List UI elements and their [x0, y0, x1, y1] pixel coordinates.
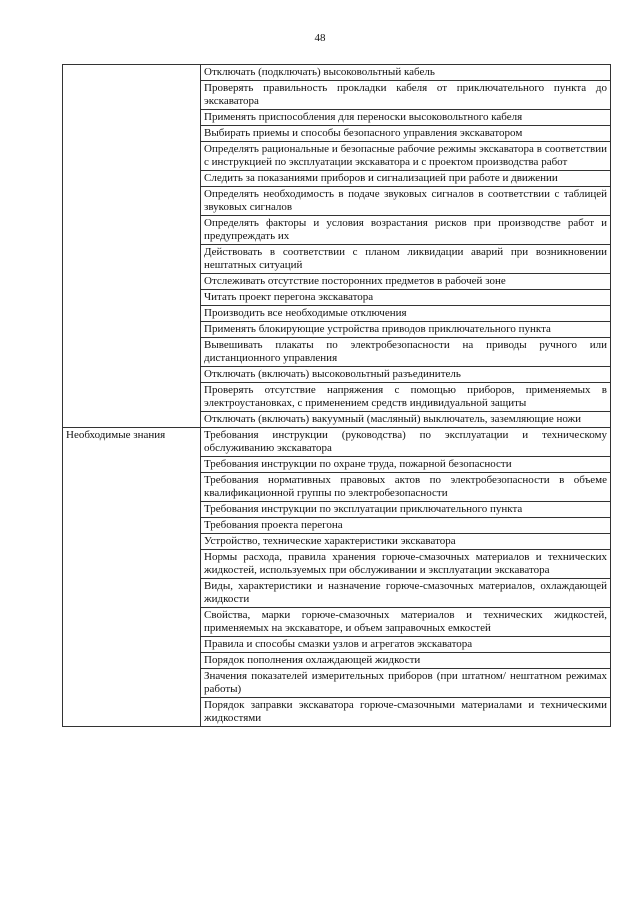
requirement-item: Отключать (включать) высоковольтный разъединитель — [201, 367, 611, 383]
requirement-item: Выбирать приемы и способы безопасного управления экскаватором — [201, 126, 611, 142]
requirement-item: Требования инструкции (руководства) по эксплуатации и техническому обслуживанию экскаватора — [201, 428, 611, 457]
requirement-item: Определять факторы и условия возрастания рисков при производстве работ и предупреждать их — [201, 216, 611, 245]
requirement-item: Проверять отсутствие напряжения с помощью приборов, применяемых в электроустановках, с применением средств индивидуальной защиты — [201, 383, 611, 412]
requirements-table — [62, 64, 611, 727]
requirement-item: Виды, характеристики и назначение горюче-смазочных материалов, охлаждающей жидкости — [201, 579, 611, 608]
requirement-item: Отключать (включать) вакуумный (масляный) выключатель, заземляющие ножи — [201, 412, 611, 428]
table-row — [63, 428, 611, 457]
table-row — [63, 65, 611, 81]
section-label — [63, 65, 201, 428]
requirement-item: Значения показателей измерительных приборов (при штатном/ нештатном режимах работы) — [201, 669, 611, 698]
requirement-item: Читать проект перегона экскаватора — [201, 290, 611, 306]
requirement-item: Порядок заправки экскаватора горюче-смазочными материалами и техническими жидкостями — [201, 698, 611, 727]
requirement-item: Требования инструкции по эксплуатации приключательного пункта — [201, 502, 611, 518]
requirement-item: Нормы расхода, правила хранения горюче-смазочных материалов и технических жидкостей, используемых при обслуживании и эксплуатации экскаватора — [201, 550, 611, 579]
requirement-item: Требования проекта перегона — [201, 518, 611, 534]
requirement-item: Действовать в соответствии с планом ликвидации аварий при возникновении нештатных ситуаций — [201, 245, 611, 274]
requirement-item: Требования нормативных правовых актов по электробезопасности в объеме квалификационной группы по электробезопасности — [201, 473, 611, 502]
requirement-item: Применять приспособления для переноски высоковольтного кабеля — [201, 110, 611, 126]
requirement-item: Отключать (подключать) высоковольтный кабель — [201, 65, 611, 81]
requirement-item: Определять необходимость в подаче звуковых сигналов в соответствии с таблицей звуковых сигналов — [201, 187, 611, 216]
requirement-item: Определять рациональные и безопасные рабочие режимы экскаватора в соответствии с инструкцией по эксплуатации экскаватора и с проектом производства работ — [201, 142, 611, 171]
section-label: Необходимые знания — [63, 428, 201, 727]
requirement-item: Вывешивать плакаты по электробезопасности на приводы ручного или дистанционного управления — [201, 338, 611, 367]
requirement-item: Проверять правильность прокладки кабеля от приключательного пункта до экскаватора — [201, 81, 611, 110]
requirement-item: Порядок пополнения охлаждающей жидкости — [201, 653, 611, 669]
requirement-item: Следить за показаниями приборов и сигнализацией при работе и движении — [201, 171, 611, 187]
requirement-item: Устройство, технические характеристики экскаватора — [201, 534, 611, 550]
requirement-item: Свойства, марки горюче-смазочных материалов и технических жидкостей, применяемых на экскаваторе, и объем заправочных емкостей — [201, 608, 611, 637]
requirement-item: Применять блокирующие устройства приводов приключательного пункта — [201, 322, 611, 338]
requirement-item: Правила и способы смазки узлов и агрегатов экскаватора — [201, 637, 611, 653]
requirement-item: Производить все необходимые отключения — [201, 306, 611, 322]
requirement-item: Отслеживать отсутствие посторонних предметов в рабочей зоне — [201, 274, 611, 290]
requirement-item: Требования инструкции по охране труда, пожарной безопасности — [201, 457, 611, 473]
page-number: 48 — [314, 32, 326, 44]
